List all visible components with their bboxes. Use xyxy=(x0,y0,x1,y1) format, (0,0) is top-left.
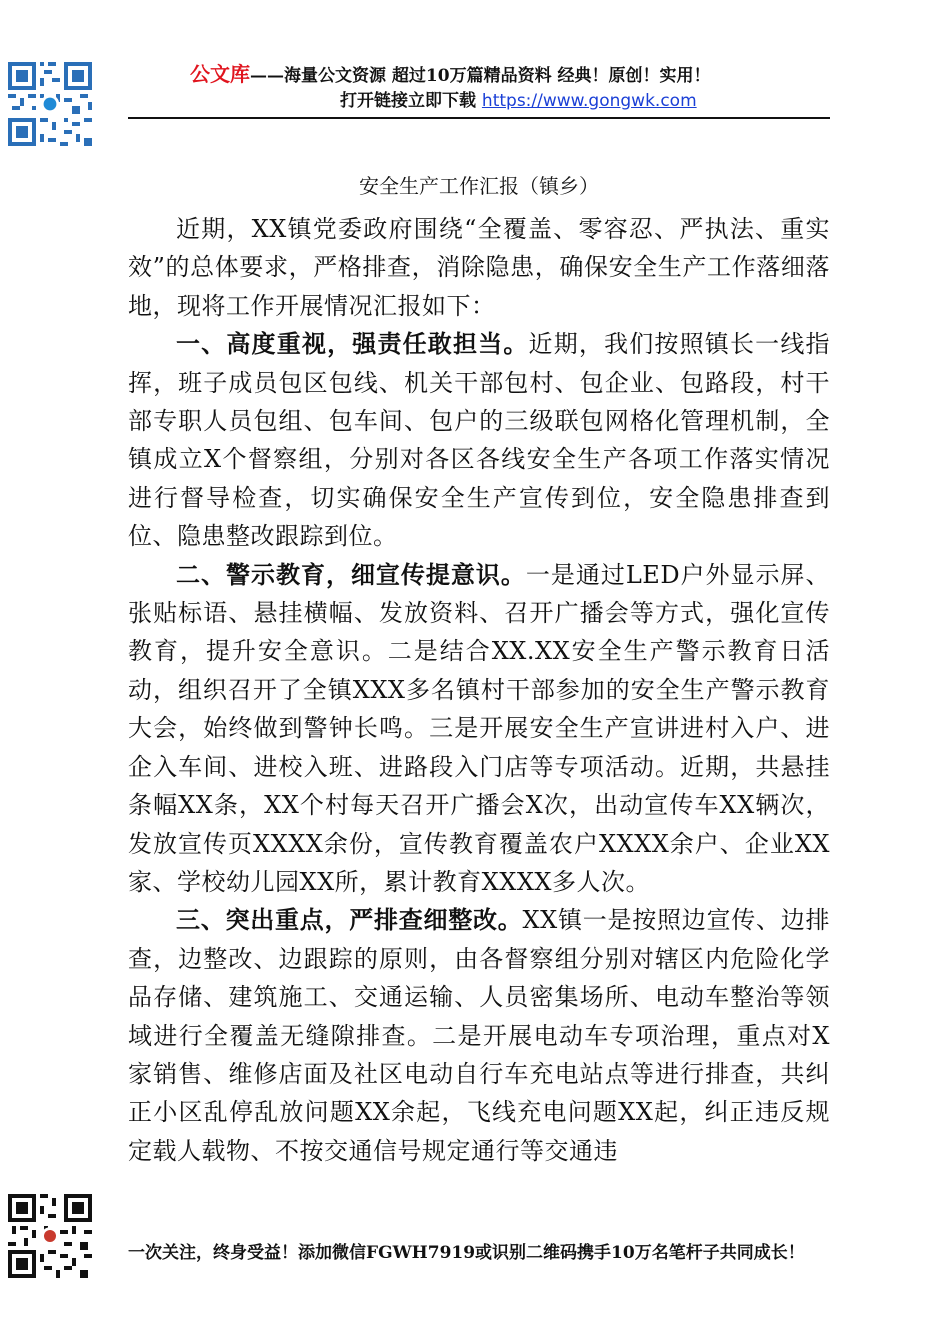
document-title: 安全生产工作汇报（镇乡） xyxy=(359,174,599,198)
intro-paragraph: 近期，XX镇党委政府围绕“全覆盖、零容忍、严执法、重实效”的总体要求，严格排查，消除隐患，确保安全生产工作落细落地，现将工作开展情况汇报如下： xyxy=(128,215,830,320)
qr-code-icon xyxy=(4,58,96,150)
section-paragraph xyxy=(128,901,830,1170)
section-heading: 二、警示教育，细宣传提意识。 xyxy=(176,559,526,589)
brand-name: 公文库 xyxy=(190,62,250,86)
section-paragraph xyxy=(128,556,830,902)
section-paragraph xyxy=(128,325,830,555)
footer-promo: 一次关注，终身受益！添加微信FGWH7919或识别二维码携手10万名笔杆子共同成长！ xyxy=(128,1243,805,1263)
download-prefix: 打开链接立即下载 xyxy=(340,91,482,111)
document-body xyxy=(128,172,830,1170)
download-line xyxy=(340,86,697,111)
section-body: XX镇一是按照边宣传、边排查，边整改、边跟踪的原则，由各督察组分别对辖区内危险化学品存储、建筑施工、交通运输、人员密集场所、电动车整治等领域进行全覆盖无缝隙排查。二是开展电动车专项治理，重点对X家销售、维修店面及社区电动自行车充电站点等进行排查，共纠正小区乱停乱放问题XX余起，飞线充电问题XX起，纠正违反规定载人载物、不按交通信号规定通行等交通违 xyxy=(128,906,831,1165)
header-divider xyxy=(128,117,830,119)
section-heading: 一、高度重视，强责任敢担当。 xyxy=(176,329,529,359)
tagline-text: ——海量公文资源 超过10万篇精品资料 经典！原创！实用！ xyxy=(250,66,711,86)
section-body: 近期，我们按照镇长一线指挥，班子成员包区包线、机关干部包村、包企业、包路段，村干部专职人员包组、包车间、包户的三级联包网格化管理机制，全镇成立X个督察组，分别对各区各线安全生产各项工作落实情况进行督导检查，切实确保安全生产宣传到位，安全隐患排查到位、隐患整改跟踪到位。 xyxy=(128,330,831,551)
section-body: 一是通过LED户外显示屏、张贴标语、悬挂横幅、发放资料、召开广播会等方式，强化宣传教育，提升安全意识。二是结合XX.XX安全生产警示教育日活动，组织召开了全镇XXX多名镇村干部参加的安全生产警示教育大会，始终做到警钟长鸣。三是开展安全生产宣讲进村入户、进企入车间、进校入班、进路段入门店等专项活动。近期，共悬挂条幅XX条，XX个村每天召开广播会X次，出动宣传车XX辆次，发放宣传页XXXX余份，宣传教育覆盖农户XXXX余户、企业XX家、学校幼儿园XX所，累计教育XXXX多人次。 xyxy=(128,560,831,896)
header-tagline xyxy=(190,58,711,87)
site-link[interactable]: https://www.gongwk.com xyxy=(481,91,697,111)
qr-code-icon xyxy=(4,1190,96,1282)
section-heading: 三、突出重点，严排查细整改。 xyxy=(176,905,523,935)
